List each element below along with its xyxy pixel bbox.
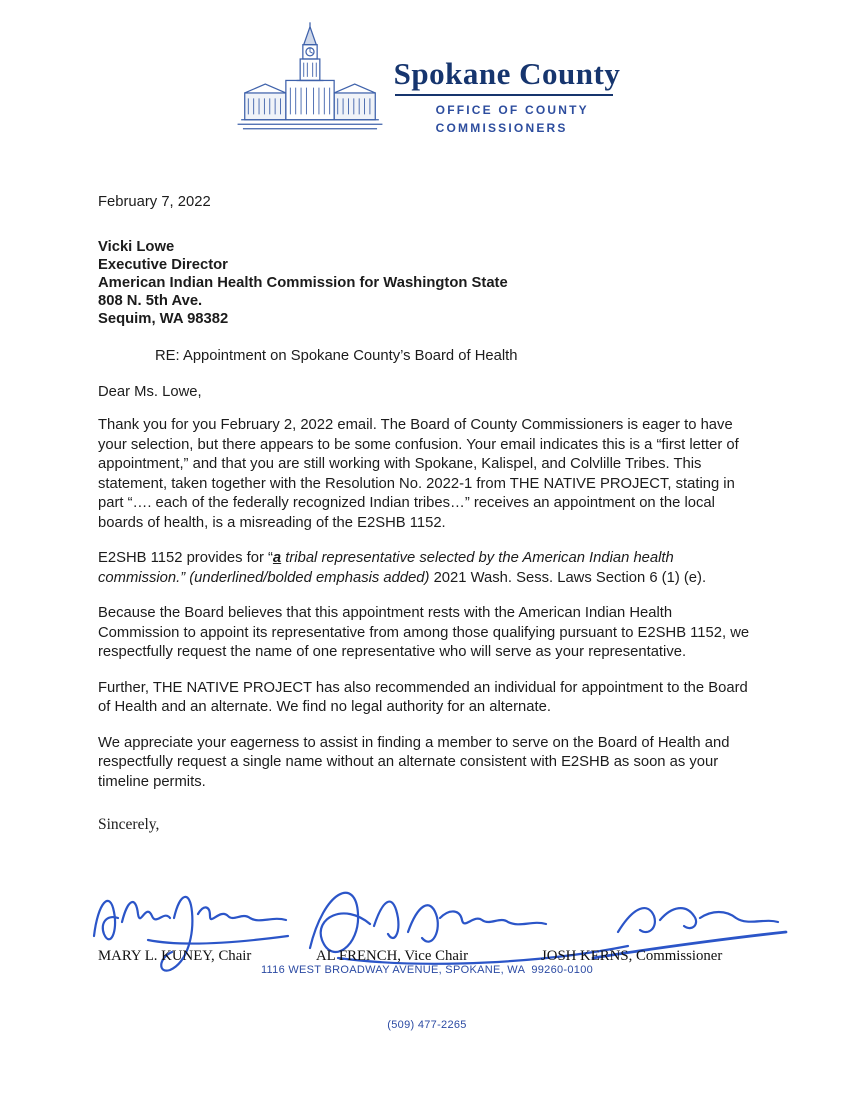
p2-emphasized-a: a [272,550,282,567]
recipient-name: Vicki Lowe [98,239,175,255]
paragraph-5: We appreciate your eagerness to assist in finding a member to serve on the Board of Health and respectfully request a single name without an alternate consistent with E2SHB as soon as your timeline permits. [98,734,730,790]
brand-divider [395,94,613,96]
courthouse-building-icon [234,16,386,144]
recipient-title: Executive Director [98,257,228,274]
signer-name-josh-kerns: JOSH KERNS, Commissioner [541,948,723,965]
recipient-address-2: Sequim, WA 98382 [98,311,229,328]
closing: Sincerely, [98,816,160,834]
paragraph-3: Because the Board believes that this appointment rests with the American Indian Health Commission to appoint its representative from among those qualifying pursuant to E2SHB 1152, we respectfully request the name of one representative who will serve as your representative. [98,605,750,661]
org-name: Spokane County [393,56,621,91]
office-line-1: OFFICE OF COUNTY [435,102,589,117]
salutation: Dear Ms. Lowe, [98,384,202,401]
footer [0,925,854,1070]
signer-name-mary-kuney: MARY L. KUNEY, Chair [98,948,252,965]
recipient-block [98,238,756,328]
p2-citation: 2021 Wash. Sess. Laws Section 6 (1) (e). [429,569,707,586]
brand-block [394,16,621,137]
recipient-address-1: 808 N. 5th Ave. [98,293,203,310]
signer-name-al-french: AL FRENCH, Vice Chair [316,948,469,965]
letter-body [0,194,854,994]
paragraph-2 [98,549,756,588]
paragraph-4: Further, THE NATIVE PROJECT has also recommended an individual for appointment to the Board of Health and an alternate. We find no legal authority for an alternate. [98,679,748,716]
office-line-2: COMMISSIONERS [435,120,568,135]
letter-date: February 7, 2022 [98,194,211,210]
footer-phone: (509) 477-2265 [387,1018,467,1031]
office-name [436,101,621,137]
p2-italic-quote: tribal representative selected by the American Indian health commission.” (underlined/bolded emphasis added) [98,550,674,586]
paragraph-1: Thank you for you February 2, 2022 email. The Board of County Commissioners is eager to have your selection, but there appears to be some confusion. Your email indicates this is a “first letter of appointment,” and that you are still working with Spokane, Kalispel, and Colvlille Tribes. This statement, taken together with the Resolution No. 2022-1 from THE NATIVE PROJECT, stating in part “…. each of the federally recognized Indian tribes…” receives an appointment on the local boards of health, is a misreading of the E2SHB 1152. [98,417,739,531]
letterhead [0,0,854,144]
footer-address: 1116 WEST BROADWAY AVENUE, SPOKANE, WA 99260-0100 [260,964,594,977]
p2-lead-text: E2SHB 1152 provides for “ [98,550,273,567]
recipient-org: American Indian Health Commission for Washington State [98,275,508,292]
re-line: RE: Appointment on Spokane County’s Board of Health [155,348,518,365]
